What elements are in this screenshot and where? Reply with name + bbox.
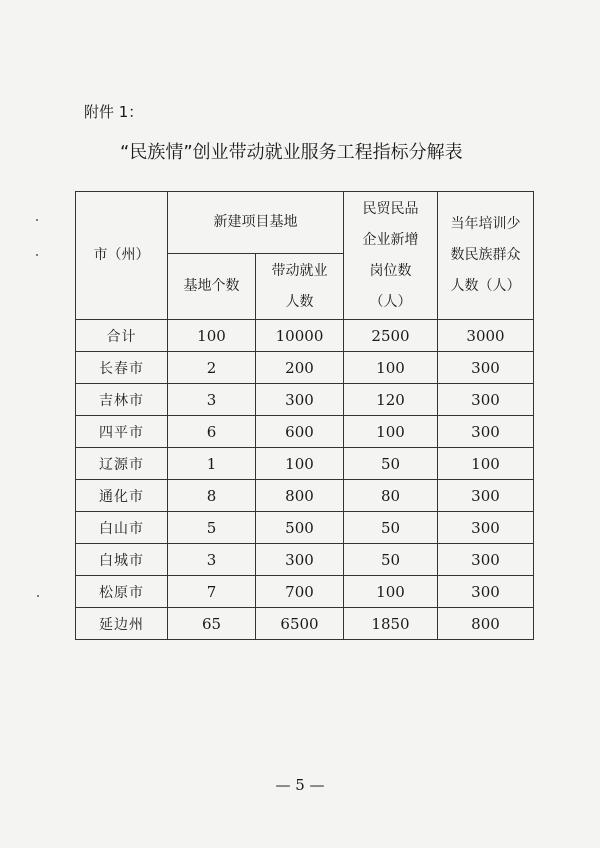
header-employment: 带动就业 人数 bbox=[256, 254, 344, 320]
cell-bases: 5 bbox=[168, 512, 256, 544]
cell-city: 吉林市 bbox=[76, 384, 168, 416]
cell-bases: 65 bbox=[168, 608, 256, 640]
cell-employment: 800 bbox=[256, 480, 344, 512]
table-body bbox=[76, 320, 534, 640]
cell-employment: 300 bbox=[256, 544, 344, 576]
cell-employment: 10000 bbox=[256, 320, 344, 352]
cell-jobs: 80 bbox=[344, 480, 438, 512]
header-city: 市（州） bbox=[76, 192, 168, 320]
cell-training: 3000 bbox=[438, 320, 534, 352]
cell-city: 四平市 bbox=[76, 416, 168, 448]
cell-training: 300 bbox=[438, 512, 534, 544]
page-number: — 5 — bbox=[275, 776, 325, 794]
cell-training: 300 bbox=[438, 544, 534, 576]
table-row bbox=[76, 512, 534, 544]
table-row bbox=[76, 576, 534, 608]
cell-jobs: 120 bbox=[344, 384, 438, 416]
cell-bases: 3 bbox=[168, 384, 256, 416]
cell-city: 延边州 bbox=[76, 608, 168, 640]
header-new-base: 新建项目基地 bbox=[168, 192, 344, 254]
table-row bbox=[76, 608, 534, 640]
document-title: “民族情”创业带动就业服务工程指标分解表 bbox=[120, 142, 463, 163]
cell-employment: 500 bbox=[256, 512, 344, 544]
cell-employment: 300 bbox=[256, 384, 344, 416]
cell-jobs: 100 bbox=[344, 416, 438, 448]
cell-jobs: 1850 bbox=[344, 608, 438, 640]
table-row bbox=[76, 448, 534, 480]
cell-training: 100 bbox=[438, 448, 534, 480]
cell-jobs: 100 bbox=[344, 576, 438, 608]
cell-employment: 200 bbox=[256, 352, 344, 384]
table-row bbox=[76, 352, 534, 384]
cell-jobs: 2500 bbox=[344, 320, 438, 352]
attachment-label: 附件 1： bbox=[84, 103, 144, 121]
scan-speck bbox=[37, 595, 39, 597]
cell-jobs: 50 bbox=[344, 448, 438, 480]
cell-employment: 100 bbox=[256, 448, 344, 480]
cell-city: 松原市 bbox=[76, 576, 168, 608]
scan-speck bbox=[36, 254, 38, 256]
cell-training: 800 bbox=[438, 608, 534, 640]
header-training: 当年培训少 数民族群众 人数（人） bbox=[438, 192, 534, 320]
cell-employment: 700 bbox=[256, 576, 344, 608]
cell-city: 白山市 bbox=[76, 512, 168, 544]
table-row bbox=[76, 544, 534, 576]
cell-jobs: 50 bbox=[344, 512, 438, 544]
cell-city: 白城市 bbox=[76, 544, 168, 576]
indicator-table bbox=[75, 191, 534, 640]
cell-employment: 600 bbox=[256, 416, 344, 448]
scan-speck bbox=[36, 219, 38, 221]
header-jobs: 民贸民品 企业新增 岗位数 （人） bbox=[344, 192, 438, 320]
cell-jobs: 50 bbox=[344, 544, 438, 576]
cell-bases: 3 bbox=[168, 544, 256, 576]
cell-training: 300 bbox=[438, 576, 534, 608]
cell-bases: 7 bbox=[168, 576, 256, 608]
header-base-count: 基地个数 bbox=[168, 254, 256, 320]
cell-bases: 8 bbox=[168, 480, 256, 512]
table-row bbox=[76, 480, 534, 512]
cell-bases: 2 bbox=[168, 352, 256, 384]
cell-city: 辽源市 bbox=[76, 448, 168, 480]
cell-jobs: 100 bbox=[344, 352, 438, 384]
cell-bases: 100 bbox=[168, 320, 256, 352]
cell-employment: 6500 bbox=[256, 608, 344, 640]
table-row bbox=[76, 384, 534, 416]
table-row bbox=[76, 416, 534, 448]
cell-bases: 1 bbox=[168, 448, 256, 480]
cell-training: 300 bbox=[438, 352, 534, 384]
cell-bases: 6 bbox=[168, 416, 256, 448]
cell-city: 通化市 bbox=[76, 480, 168, 512]
cell-city: 合计 bbox=[76, 320, 168, 352]
cell-city: 长春市 bbox=[76, 352, 168, 384]
cell-training: 300 bbox=[438, 480, 534, 512]
cell-training: 300 bbox=[438, 384, 534, 416]
cell-training: 300 bbox=[438, 416, 534, 448]
table-row bbox=[76, 320, 534, 352]
